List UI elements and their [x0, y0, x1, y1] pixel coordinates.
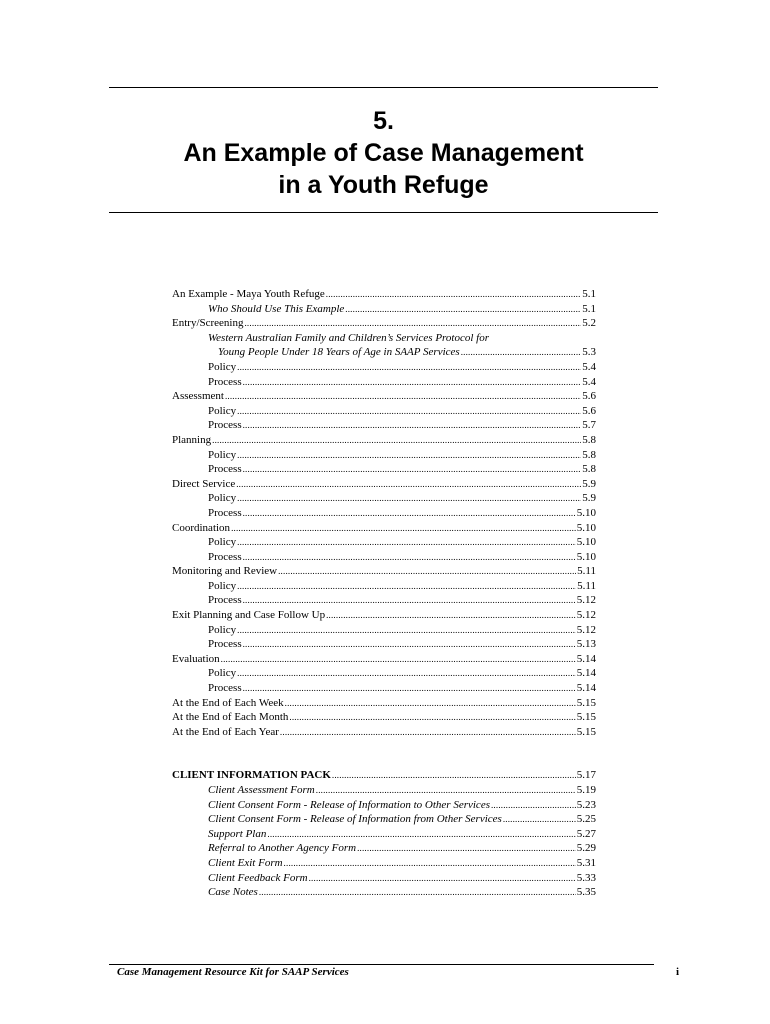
toc-leader-dots [280, 725, 576, 740]
footer-rule [109, 964, 654, 965]
toc-entry-page: 5.8 [582, 433, 596, 446]
toc-entry-page: 5.12 [576, 623, 596, 636]
toc-entry-label: Entry/Screening [172, 317, 244, 330]
toc-entry-page: 5.9 [582, 492, 596, 505]
toc-entry[interactable] [172, 812, 596, 827]
toc-entry-page: 5.3 [582, 346, 596, 359]
toc-entry[interactable] [172, 783, 596, 798]
toc-entry-label: Policy [208, 492, 237, 505]
toc-entry[interactable] [172, 491, 596, 506]
toc-leader-dots [237, 491, 581, 506]
toc-entry[interactable] [172, 389, 596, 404]
toc-leader-dots [243, 418, 582, 433]
toc-leader-dots [345, 302, 581, 317]
toc-leader-dots [461, 345, 582, 360]
toc-entry-label: Referral to Another Agency Form [208, 842, 357, 855]
toc-entry-label: Who Should Use This Example [208, 302, 345, 315]
section-gap [172, 739, 596, 768]
footer-page-number: i [676, 966, 680, 978]
toc-entry-label: Monitoring and Review [172, 565, 278, 578]
toc-entry[interactable] [172, 331, 596, 346]
toc-entry[interactable] [172, 798, 596, 813]
toc-entry-page: 5.15 [576, 696, 596, 709]
toc-entry[interactable] [172, 477, 596, 492]
toc-entry-label: Coordination [172, 521, 231, 534]
toc-leader-dots [285, 696, 576, 711]
toc-entry-label: Process [208, 375, 242, 388]
toc-entry-page: 5.11 [577, 565, 596, 578]
toc-entry-page: 5.10 [576, 521, 596, 534]
toc-entry[interactable] [172, 448, 596, 463]
toc-leader-dots [243, 637, 576, 652]
toc-entry-page: 5.15 [576, 725, 596, 738]
toc-leader-dots [237, 666, 576, 681]
toc-entry-page: 5.4 [582, 375, 596, 388]
toc-entry-label: Client Feedback Form [208, 871, 308, 884]
title-rule [109, 212, 658, 213]
toc-entry-label: CLIENT INFORMATION PACK [172, 769, 331, 782]
toc-entry-page: 5.27 [576, 827, 596, 840]
toc-entry-page: 5.29 [576, 842, 596, 855]
toc-entry-label: Policy [208, 623, 237, 636]
toc-entry-page: 5.14 [576, 652, 596, 665]
toc-entry[interactable] [172, 871, 596, 886]
toc-entry-page: 5.7 [582, 419, 596, 432]
toc-entry-page: 5.14 [576, 667, 596, 680]
toc-entry-page: 5.10 [576, 506, 596, 519]
toc-entry-label: Evaluation [172, 652, 220, 665]
toc-entry-label: Client Exit Form [208, 856, 283, 869]
chapter-title-line-2: in a Youth Refuge [278, 171, 489, 199]
toc-leader-dots [231, 521, 576, 536]
toc-entry[interactable] [172, 856, 596, 871]
toc-leader-dots [243, 375, 582, 390]
toc-leader-dots [237, 579, 576, 594]
toc-leader-dots [267, 827, 575, 842]
toc-leader-dots [243, 593, 576, 608]
toc-entry-label: Assessment [172, 390, 224, 403]
toc-entry[interactable] [172, 433, 596, 448]
toc-entry-page: 5.12 [576, 594, 596, 607]
toc-entry-page: 5.4 [582, 360, 596, 373]
toc-entry[interactable] [172, 521, 596, 536]
toc-entry-label: Process [208, 638, 242, 651]
toc-entry-label: An Example - Maya Youth Refuge [172, 288, 325, 300]
toc-entry[interactable] [172, 608, 596, 623]
toc-entry-label: Western Australian Family and Children’s Services Protocol for [208, 331, 489, 344]
toc-entry-page: 5.35 [576, 886, 596, 899]
toc-entry[interactable] [172, 696, 596, 711]
toc-entry-label: Process [208, 506, 242, 519]
toc-leader-dots [503, 812, 576, 827]
toc-entry-label: Exit Planning and Case Follow Up [172, 609, 326, 622]
table-of-contents [172, 287, 596, 900]
toc-entry-label: Policy [208, 360, 237, 373]
toc-entry-client-information-pack[interactable] [172, 768, 596, 783]
toc-entry-label: At the End of Each Month [172, 711, 289, 724]
toc-entry-label: At the End of Each Year [172, 725, 279, 738]
toc-leader-dots [284, 856, 576, 871]
toc-entry[interactable] [172, 666, 596, 681]
toc-entry-label: Case Notes [208, 886, 258, 899]
toc-leader-dots [236, 477, 581, 492]
toc-entry[interactable] [172, 827, 596, 842]
toc-entry-page: 5.15 [576, 711, 596, 724]
toc-entry-page: 5.8 [582, 463, 596, 476]
toc-entry[interactable] [172, 637, 596, 652]
toc-entry-label: Process [208, 682, 242, 695]
toc-leader-dots [212, 433, 581, 448]
toc-leader-dots [237, 623, 576, 638]
toc-leader-dots [225, 389, 581, 404]
toc-entry-page: 5.10 [576, 536, 596, 549]
toc-entry-label: Client Consent Form - Release of Information to Other Services [208, 798, 490, 811]
toc-entry[interactable] [172, 345, 596, 360]
toc-leader-dots [309, 871, 576, 886]
toc-entry-label: Policy [208, 536, 237, 549]
toc-entry-page: 5.1 [582, 288, 596, 300]
toc-entry-label: Policy [208, 448, 237, 461]
toc-entry[interactable] [172, 623, 596, 638]
toc-entry[interactable] [172, 535, 596, 550]
toc-leader-dots [243, 550, 576, 565]
toc-leader-dots [278, 564, 576, 579]
toc-leader-dots [316, 783, 576, 798]
toc-entry-page: 5.25 [576, 813, 596, 826]
toc-leader-dots [332, 768, 576, 783]
toc-entry-page: 5.6 [582, 390, 596, 403]
toc-leader-dots [237, 360, 581, 375]
top-rule [109, 87, 658, 88]
toc-entry-page: 5.11 [577, 579, 596, 592]
toc-leader-dots [221, 652, 576, 667]
toc-entry[interactable] [172, 564, 596, 579]
toc-entry-page: 5.1 [582, 302, 596, 315]
toc-entry-label: Direct Service [172, 477, 236, 490]
toc-entry-label: Policy [208, 404, 237, 417]
toc-entry[interactable] [172, 287, 596, 302]
toc-entry[interactable] [172, 302, 596, 317]
toc-entry-page: 5.13 [576, 638, 596, 651]
toc-entry[interactable] [172, 652, 596, 667]
toc-leader-dots [244, 316, 581, 331]
toc-leader-dots [237, 448, 581, 463]
toc-entry-label: Young People Under 18 Years of Age in SAAP Services [218, 346, 460, 359]
toc-entry-page: 5.31 [576, 856, 596, 869]
toc-entry-page: 5.6 [582, 404, 596, 417]
toc-entry-label: Policy [208, 667, 237, 680]
toc-leader-dots [289, 710, 575, 725]
chapter-number: 5. [373, 107, 394, 135]
toc-entry[interactable] [172, 593, 596, 608]
toc-entry-label: Planning [172, 433, 212, 446]
toc-leader-dots [243, 462, 582, 477]
toc-entry[interactable] [172, 404, 596, 419]
toc-entry[interactable] [172, 462, 596, 477]
toc-entry-page: 5.12 [576, 609, 596, 622]
chapter-title-line-1: An Example of Case Management [183, 139, 584, 167]
toc-entry[interactable] [172, 841, 596, 856]
toc-entry-label: At the End of Each Week [172, 696, 284, 709]
toc-entry[interactable] [172, 375, 596, 390]
toc-entry-page: 5.19 [576, 784, 596, 796]
toc-leader-dots [237, 535, 576, 550]
toc-entry[interactable] [172, 550, 596, 565]
toc-entry[interactable] [172, 681, 596, 696]
toc-entry-label: Policy [208, 579, 237, 592]
toc-entry-page: 5.14 [576, 682, 596, 695]
toc-entry[interactable] [172, 316, 596, 331]
toc-entry[interactable] [172, 506, 596, 521]
toc-entry[interactable] [172, 725, 596, 740]
toc-entry[interactable] [172, 418, 596, 433]
toc-entry-label: Process [208, 463, 242, 476]
toc-entry-label: Support Plan [208, 827, 267, 840]
toc-entry-page: 5.17 [576, 769, 596, 782]
toc-entry-page: 5.10 [576, 550, 596, 563]
toc-leader-dots [326, 287, 581, 302]
toc-leader-dots [491, 798, 576, 813]
toc-entry-label: Process [208, 550, 242, 563]
toc-entry-page: 5.2 [582, 317, 596, 330]
toc-leader-dots [243, 506, 576, 521]
toc-leader-dots [237, 404, 581, 419]
toc-entry-label: Process [208, 419, 242, 432]
toc-entry[interactable] [172, 579, 596, 594]
toc-entry[interactable] [172, 885, 596, 900]
toc-leader-dots [259, 885, 576, 900]
toc-entry[interactable] [172, 710, 596, 725]
toc-entry-page: 5.33 [576, 871, 596, 884]
toc-entry[interactable] [172, 360, 596, 375]
toc-entry-label: Process [208, 594, 242, 607]
toc-leader-dots [243, 681, 576, 696]
toc-entry-page: 5.8 [582, 448, 596, 461]
toc-leader-dots [357, 841, 576, 856]
toc-entry-label: Client Consent Form - Release of Information from Other Services [208, 813, 502, 826]
toc-entry-label: Client Assessment Form [208, 784, 315, 796]
footer-title: Case Management Resource Kit for SAAP Services [117, 966, 349, 978]
toc-entry-page: 5.23 [576, 798, 596, 811]
toc-leader-dots [326, 608, 576, 623]
toc-entry-page: 5.9 [582, 477, 596, 490]
